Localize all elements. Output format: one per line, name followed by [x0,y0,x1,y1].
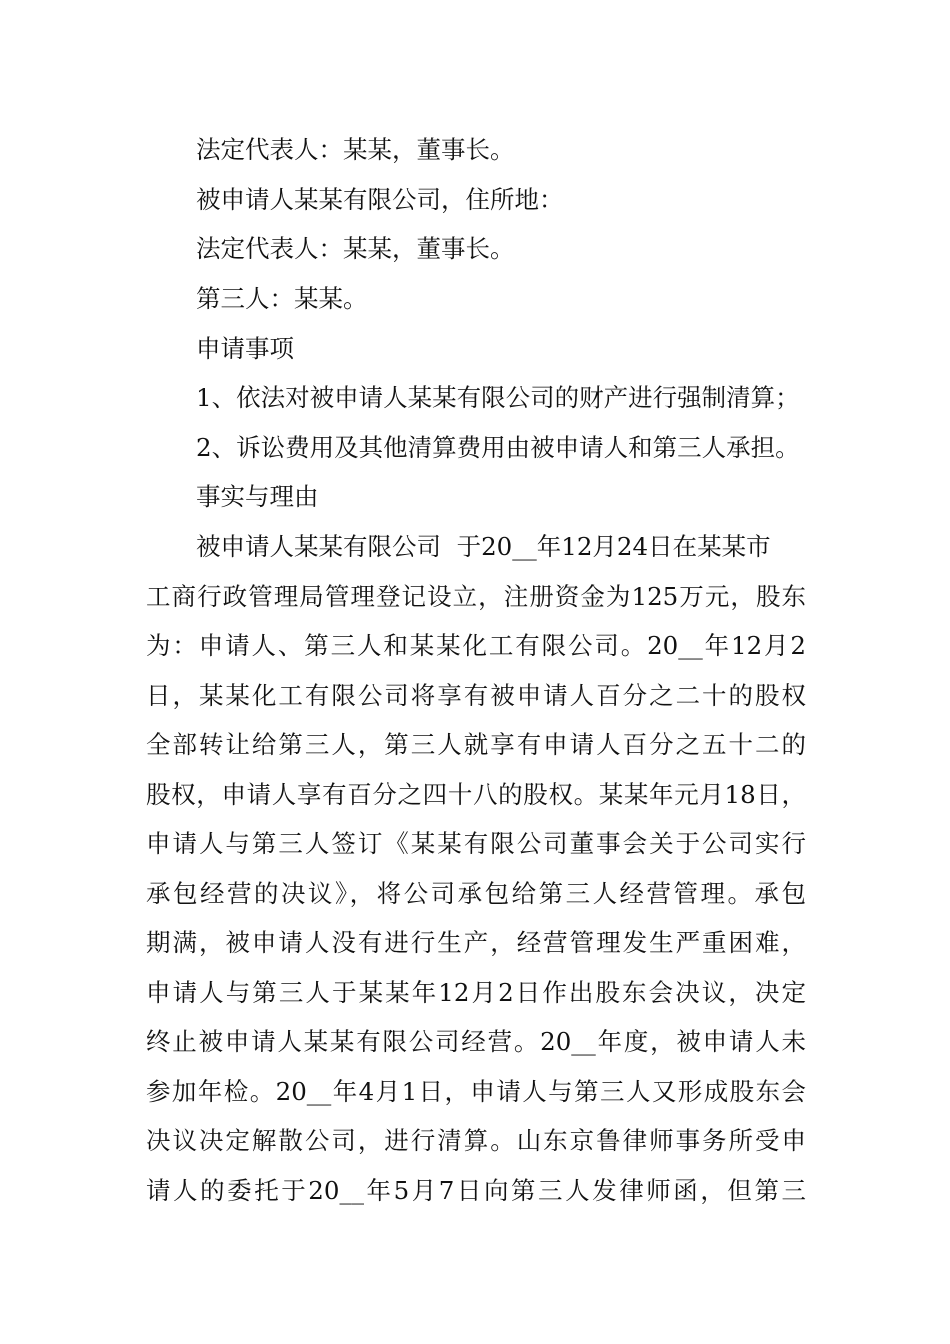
facts-paragraph-line: 承包经营的决议》，将公司承包给第三人经营管理。承包 [146,879,806,908]
legal-rep-respondent: 法定代表人：某某，董事长。 [196,234,515,263]
third-party-line: 第三人：某某。 [196,284,368,313]
request-item-1: 1、依法对被申请人某某有限公司的财产进行强制清算； [196,383,800,412]
facts-paragraph-line: 日，某某化工有限公司将享有被申请人百分之二十的股权 [146,681,806,710]
facts-section-title: 事实与理由 [196,482,319,511]
facts-paragraph-line: 期满，被申请人没有进行生产，经营管理发生严重困难， [146,928,806,957]
respondent-line: 被申请人某某有限公司，住所地： [196,185,564,214]
request-section-title: 申请事项 [196,334,294,363]
facts-paragraph-line: 工商行政管理局管理登记设立，注册资金为125万元，股东 [146,582,806,611]
request-item-2: 2、诉讼费用及其他清算费用由被申请人和第三人承担。 [196,433,800,462]
facts-paragraph-line: 申请人与第三人签订《某某有限公司董事会关于公司实行 [146,829,806,858]
facts-paragraph-line: 决议决定解散公司，进行清算。山东京鲁律师事务所受申 [146,1126,806,1155]
facts-paragraph-line: 全部转让给第三人，第三人就享有申请人百分之五十二的 [146,730,806,759]
facts-paragraph-line: 股权，申请人享有百分之四十八的股权。某某年元月18日， [146,780,806,809]
facts-paragraph-line: 被申请人某某有限公司 于20__年12月24日在某某市 [196,532,771,561]
legal-rep-applicant: 法定代表人：某某，董事长。 [196,135,515,164]
facts-paragraph-line: 请人的委托于20__年5月7日向第三人发律师函，但第三 [146,1176,806,1205]
facts-paragraph-line: 终止被申请人某某有限公司经营。20__年度，被申请人未 [146,1027,806,1056]
facts-paragraph-line: 申请人与第三人于某某年12月2日作出股东会决议，决定 [146,978,806,1007]
facts-paragraph-line: 为：申请人、第三人和某某化工有限公司。20__年12月2 [146,631,806,660]
facts-paragraph-line: 参加年检。20__年4月1日，申请人与第三人又形成股东会 [146,1077,806,1106]
